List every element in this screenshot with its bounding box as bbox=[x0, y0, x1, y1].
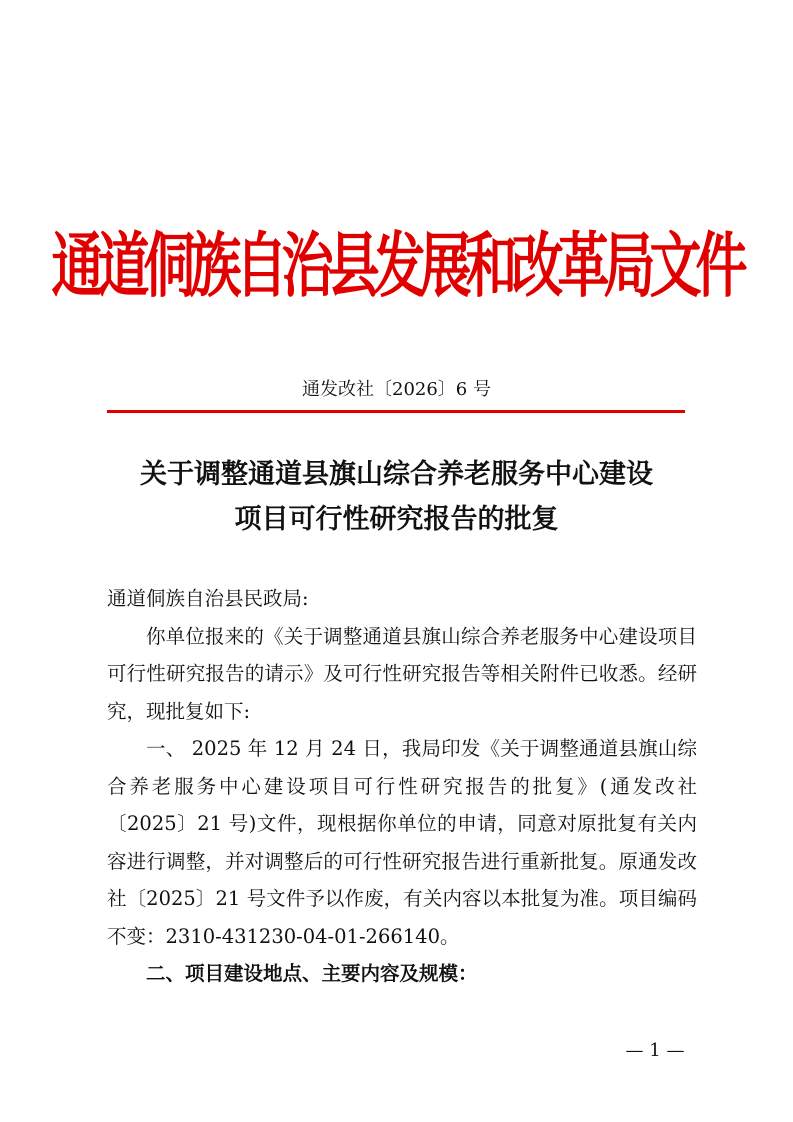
document-number: 通发改社〔2026〕6 号 bbox=[302, 379, 491, 400]
section-heading-2: 二、项目建设地点、主要内容及规模： bbox=[146, 962, 478, 985]
document-title-line-1: 关于调整通道县旗山综合养老服务中心建设 bbox=[140, 459, 653, 490]
body-paragraph-1: 你单位报来的《关于调整通道县旗山综合养老服务中心建设项目可行性研究报告的请示》及可行性研究报告等相关附件已收悉。经研究，现批复如下: bbox=[107, 624, 697, 723]
red-divider-line bbox=[107, 410, 685, 413]
document-title-line-2: 项目可行性研究报告的批复 bbox=[234, 504, 559, 535]
body-paragraph-2: 一、 2025 年 12 月 24 日，我局印发《关于调整通道县旗山综合养老服务中心建设项目可行性研究报告的批复》(通发改社〔2025〕21 号)文件，现根据你单位的申请，同意对原批复有关内容进行调整，并对调整后的可行性研究报告进行重新批复。原通发改社〔2025〕21 号文件予以作废，有关内容以本批复为准。项目编码不变：2310-431230-04-01-266140。 bbox=[107, 737, 697, 948]
document-masthead: 通道侗族自治县发展和改革局文件 bbox=[51, 226, 742, 308]
document-body bbox=[107, 580, 697, 993]
page-number: — 1 — bbox=[625, 1040, 685, 1061]
document-title bbox=[80, 452, 713, 542]
addressee: 通道侗族自治县民政局: bbox=[107, 587, 309, 610]
